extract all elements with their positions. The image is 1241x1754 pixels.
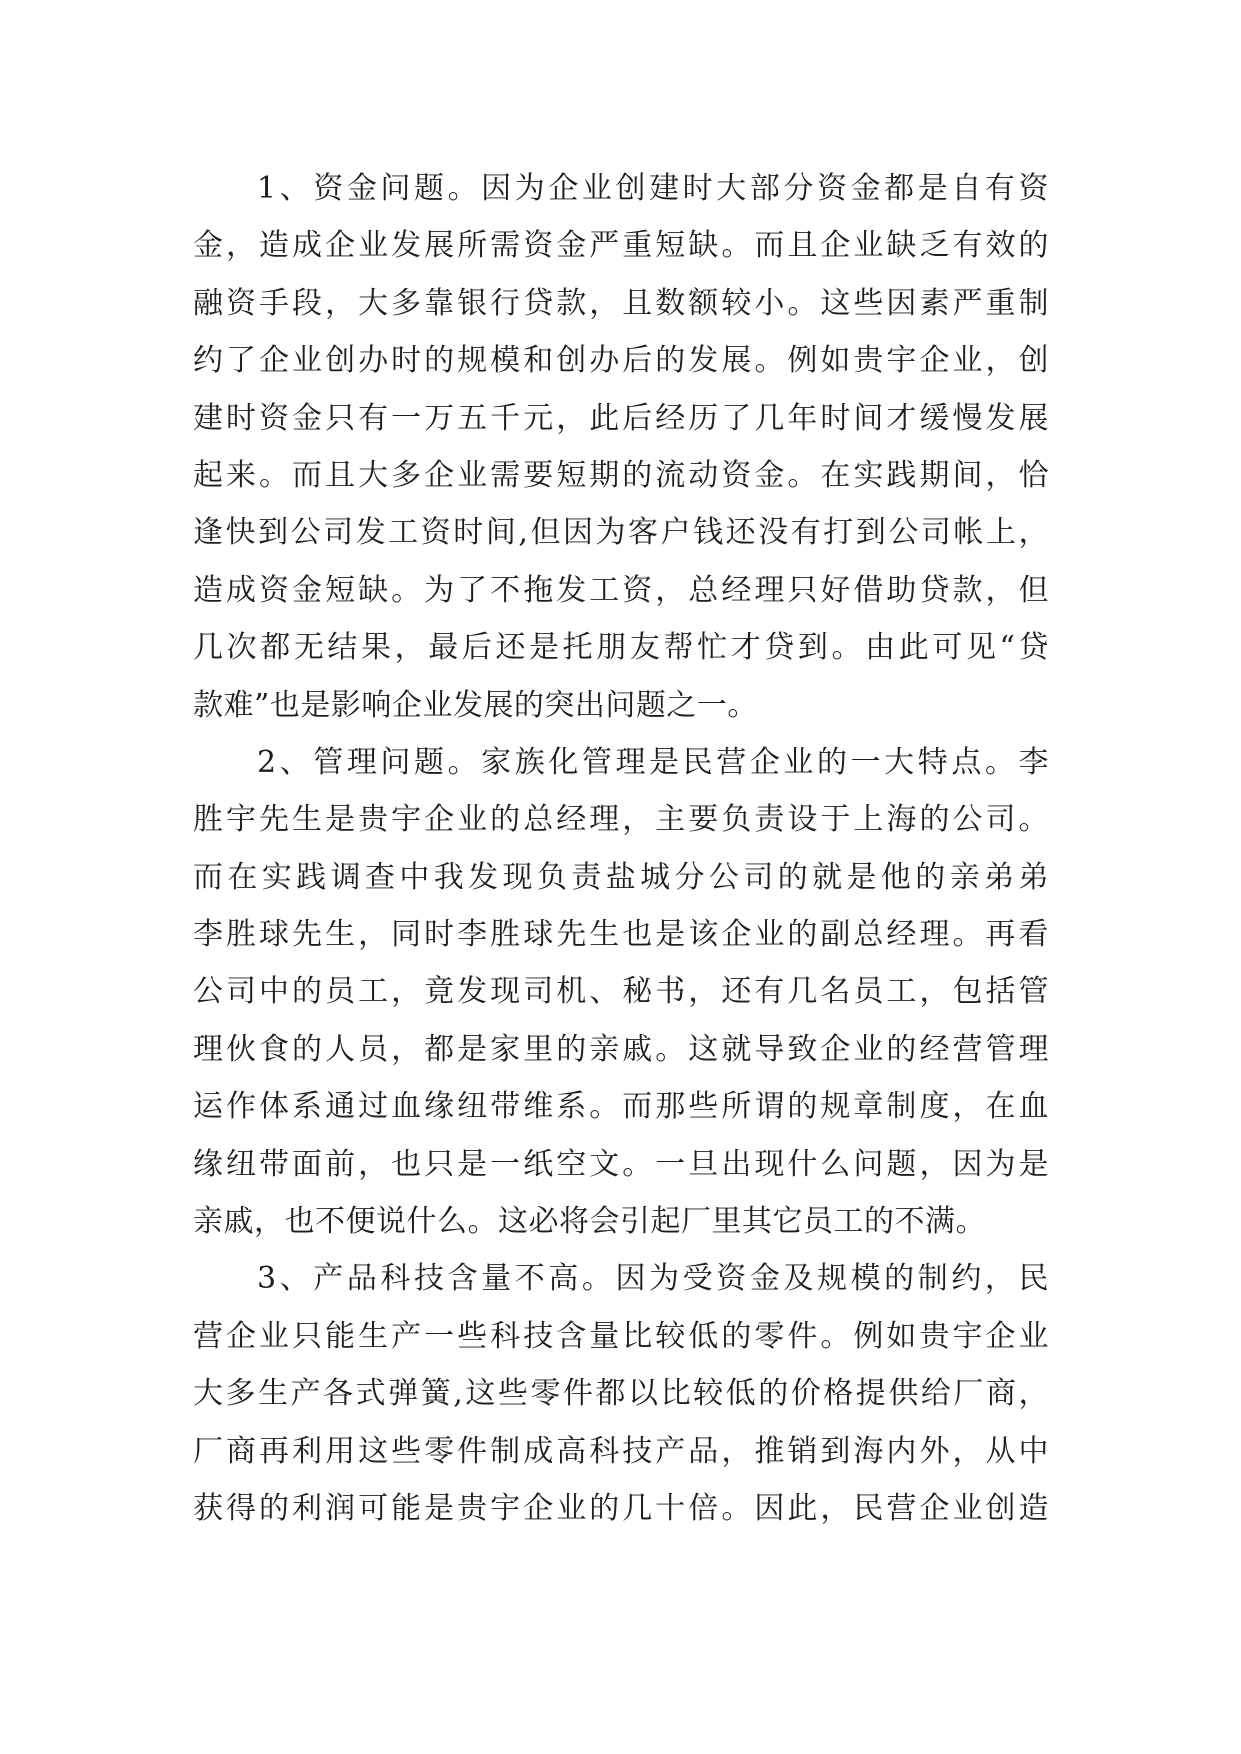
text-line: 公司中的员工，竟发现司机、秘书，还有几名员工，包括管 xyxy=(193,974,1049,1010)
text-line: 造成资金短缺。为了不拖发工资，总经理只好借助贷款，但 xyxy=(193,572,1049,608)
text-line: 建时资金只有一万五千元，此后经历了几年时间才缓慢发展 xyxy=(193,400,1049,436)
text-line: 厂商再利用这些零件制成高科技产品，推销到海内外，从中 xyxy=(193,1433,1049,1469)
text-line: 起来。而且大多企业需要短期的流动资金。在实践期间，恰 xyxy=(193,457,1049,493)
text-line: 而在实践调查中我发现负责盐城分公司的就是他的亲弟弟 xyxy=(193,859,1049,895)
text-line: 金，造成企业发展所需资金严重短缺。而且企业缺乏有效的 xyxy=(193,228,1049,264)
document-page xyxy=(193,160,1049,1537)
text-line: 李胜球先生，同时李胜球先生也是该企业的副总经理。再看 xyxy=(193,917,1049,953)
text-line: 融资手段，大多靠银行贷款，且数额较小。这些因素严重制 xyxy=(193,285,1049,321)
text-line: 获得的利润可能是贵宇企业的几十倍。因此，民营企业创造 xyxy=(193,1490,1049,1526)
paragraph-management xyxy=(193,734,1049,1251)
text-line: 1、资金问题。因为企业创建时大部分资金都是自有资 xyxy=(257,171,1049,206)
text-line: 几次都无结果，最后还是托朋友帮忙才贷到。由此可见“贷 xyxy=(193,630,1049,666)
text-line: 缘纽带面前，也只是一纸空文。一旦出现什么问题，因为是 xyxy=(193,1146,1049,1182)
text-line: 3、产品科技含量不高。因为受资金及规模的制约，民 xyxy=(257,1261,1049,1297)
text-line: 运作体系通过血缘纽带维系。而那些所谓的规章制度，在血 xyxy=(193,1089,1049,1125)
text-line: 亲戚，也不便说什么。这必将会引起厂里其它员工的不满。 xyxy=(193,1204,986,1240)
text-line: 约了企业创办时的规模和创办后的发展。例如贵宇企业，创 xyxy=(193,343,1049,379)
paragraph-technology xyxy=(193,1250,1049,1537)
paragraph-funding xyxy=(193,160,1049,734)
text-line: 营企业只能生产一些科技含量比较低的零件。例如贵宇企业 xyxy=(193,1318,1049,1354)
text-line: 胜宇先生是贵宇企业的总经理，主要负责设于上海的公司。 xyxy=(193,802,1049,838)
text-line: 大多生产各式弹簧,这些零件都以比较低的价格提供给厂商， xyxy=(193,1376,1049,1412)
text-line: 2、管理问题。家族化管理是民营企业的一大特点。李 xyxy=(257,744,1049,780)
text-line: 款难”也是影响企业发展的突出问题之一。 xyxy=(193,687,758,723)
text-line: 逢快到公司发工资时间,但因为客户钱还没有打到公司帐上， xyxy=(193,515,1049,551)
text-line: 理伙食的人员，都是家里的亲戚。这就导致企业的经营管理 xyxy=(193,1031,1049,1067)
